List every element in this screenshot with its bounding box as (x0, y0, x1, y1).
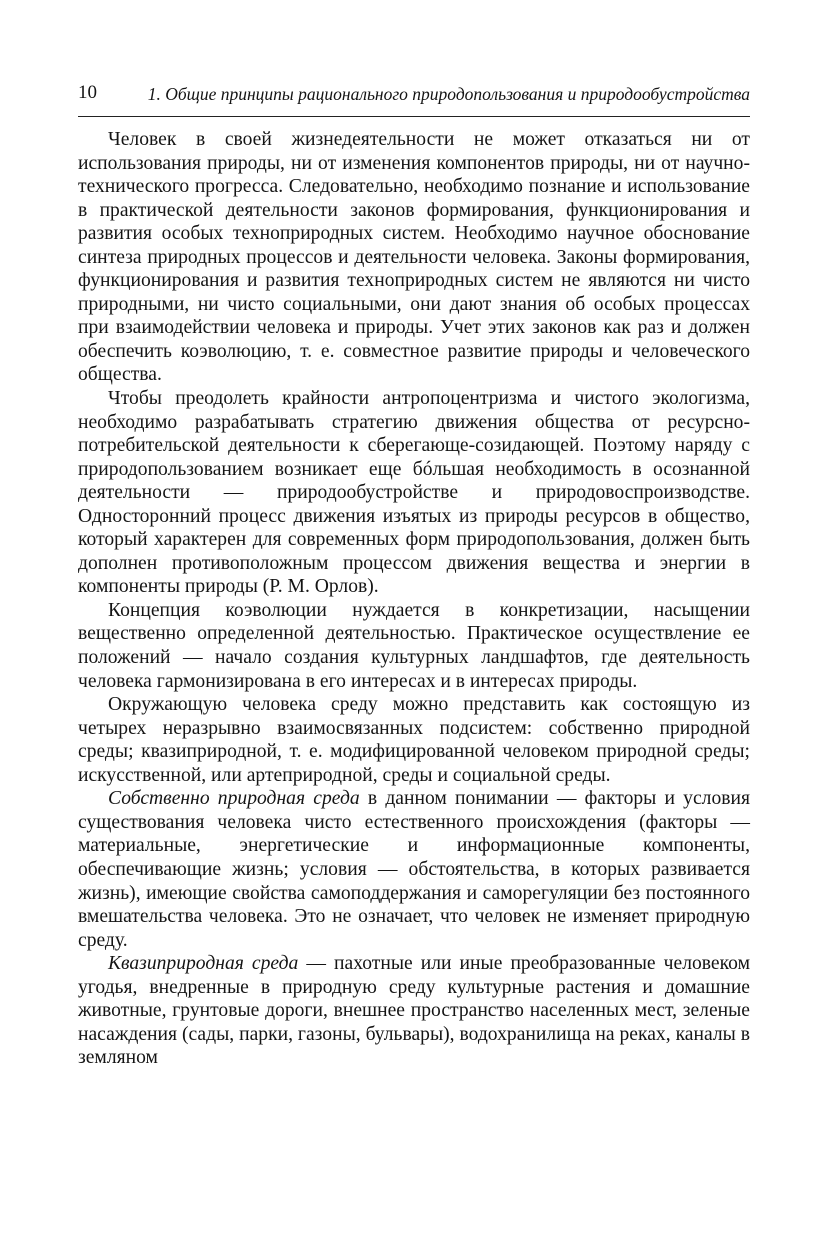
header-rule (78, 116, 750, 117)
paragraph-text: — пахотные или иные преобразованные человеком угодья, внедренные в природную среду культурные растения и домашние животные, грунтовые дороги, внешнее пространство населенных мест, зеленые насаждения (сады, парки, газоны, бульвары), водохранилища на реках, каналы в земляном (78, 953, 750, 1069)
paragraph (78, 952, 750, 1070)
defined-term: Собственно природная среда (108, 788, 360, 810)
chapter-title: 1. Общие принципы рационального природопользования и природообустройства (147, 84, 750, 104)
paragraph-text: Концепция коэволюции нуждается в конкретизации, насыщении вещественно определенной деятельностью. Практическое осуществление ее положений — начало создания культурных ландшафтов, где деятельность человека гармонизирована в его интересах и в интересах природы. (78, 599, 750, 692)
paragraph-text: Человек в своей жизнедеятельности не может отказаться ни от использования природы, ни от изменения компонентов природы, ни от научно-технического прогресса. Следовательно, необходимо познание и использование в практической деятельности законов формирования, функционирования и развития особых техноприродных систем. Необходимо научное обоснование синтеза природных процессов и деятельности человека. Законы формирования, функционирования и развития техноприродных систем не являются ни чисто природными, ни чисто социальными, они дают знания об особых процессах при взаимодействии человека и природы. Учет этих законов как раз и должен обеспечить коэволюцию, т. е. совместное развитие природы и человеческого общества. (78, 129, 750, 386)
running-head (78, 82, 750, 112)
paragraph (78, 787, 750, 952)
defined-term: Квазиприродная среда (108, 953, 299, 975)
page-number: 10 (78, 82, 97, 103)
book-page (78, 82, 750, 1070)
paragraph-text: Окружающую человека среду можно представить как состоящую из четырех неразрывно взаимосвязанных подсистем: собственно природной среды; квазиприродной, т. е. модифицированной человеком природной среды; искусственной, или артеприродной, среды и социальной среды. (78, 694, 750, 786)
body-text (78, 128, 750, 1070)
paragraph (78, 128, 750, 387)
paragraph-text: Чтобы преодолеть крайности антропоцентризма и чистого экологизма, необходимо разрабатывать стратегию движения общества от ресурсно-потребительской деятельности к сберегающе-созидающей. Поэтому наряду с природопользованием возникает еще бóльшая необходимость в осознанной деятельности — природообустройстве и природовоспроизводстве. Односторонний процесс движения изъятых из природы ресурсов в общество, который характерен для современных форм природопользования, должен быть дополнен противоположным процессом движения вещества и энергии в компоненты природы (Р. М. Орлов). (78, 388, 750, 598)
paragraph (78, 387, 750, 599)
paragraph (78, 599, 750, 693)
paragraph-text: в данном понимании — факторы и условия существования человека чисто естественного происхождения (факторы — материальные, энергетические и информационные компоненты, обеспечивающие жизнь; условия — обстоятельства, в которых развивается жизнь), имеющие свойства самоподдержания и саморегуляции без постоянного вмешательства человека. Это не означает, что человек не изменяет природную среду. (78, 788, 751, 951)
paragraph (78, 693, 750, 787)
